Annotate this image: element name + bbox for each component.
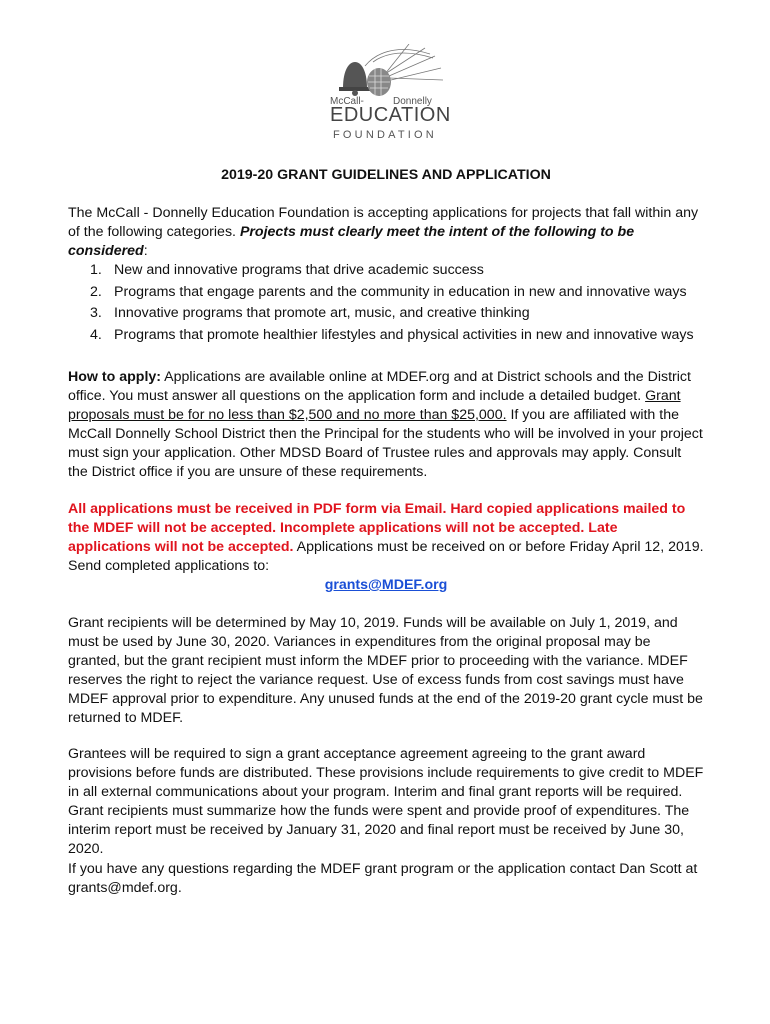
list-item-text: Programs that promote healthier lifestyles and physical activities in new and innovative ways [114, 326, 694, 343]
intro-paragraph [68, 204, 704, 261]
intro-text: The McCall - Donnelly Education Foundation is accepting applications for projects that fall within any of the following categories. [68, 205, 699, 240]
how-to-apply-paragraph [68, 368, 704, 482]
list-item-number: 4. [90, 326, 102, 343]
list-item-text: Programs that engage parents and the community in education in new and innovative ways [114, 283, 687, 300]
category-list [90, 261, 710, 347]
logo-mccall-text: McCall- [330, 96, 364, 107]
list-item-number: 1. [90, 262, 102, 278]
list-item [90, 261, 710, 283]
list-item-text: Innovative programs that promote art, music, and creative thinking [114, 305, 530, 321]
how-to-apply-requirements: If you are affiliated with the McCall Donnelly School District then the Principal for the students who will be involved in your project must sign your application. Other MDSD Board of Trustee rules and approvals may apply. Consult the District office if you are unsure of these requirements. [68, 407, 703, 480]
list-item [90, 283, 710, 305]
logo-education-text: EDUCATION [330, 104, 451, 126]
grants-email-link[interactable]: grants@MDEF.org [324, 577, 448, 593]
logo-donnelly-text: Donnelly [393, 96, 432, 107]
intro-emphasis: Projects must clearly meet the intent of the following to be considered [68, 224, 635, 259]
list-item [90, 326, 710, 348]
list-item [90, 304, 710, 326]
list-item-number: 3. [90, 305, 102, 321]
how-to-apply-text: Applications are available online at MDEF.org and at District schools and the District office. You must answer all questions on the application form and include a detailed budget. [68, 369, 691, 404]
how-to-apply-label: How to apply: [68, 369, 162, 385]
email-line [68, 576, 704, 595]
list-item-number: 2. [90, 283, 102, 300]
grantees-paragraph: Grantees will be required to sign a grant acceptance agreement agreeing to the grant award provisions before funds are distributed. These provisions include requirements to give credit to MDEF in all external communications about your program. Interim and final grant reports will be required. Grant recipients must summarize how the funds were spent and provide proof of expenditures. The interim report must be received by January 31, 2020 and final report must be received by June 30, 2020. [68, 746, 704, 857]
list-item-text: New and innovative programs that drive academic success [114, 262, 484, 278]
submission-warning: All applications must be received in PDF form via Email. Hard copied applications mailed to the MDEF will not be accepted. Incomplete applications will not be accepted. Late applications will not be accepted. [68, 501, 686, 555]
logo-foundation-text: FOUNDATION [333, 129, 437, 141]
recipients-paragraph: Grant recipients will be determined by May 10, 2019. Funds will be available on July 1, 2019, and must be used by June 30, 2020. Variances in expenditures from the original proposal may be granted, but the grant recipient must inform the MDEF prior to proceeding with the variance. MDEF reserves the right to reject the variance request. Use of excess funds from cost savings must have MDEF approval prior to expenditure. Any unused funds at the end of the 2019-20 grant cycle must be returned to MDEF. [68, 615, 703, 726]
contact-paragraph: If you have any questions regarding the MDEF grant program or the application contact Dan Scott at grants@mdef.org. [68, 861, 698, 896]
deadline-text: Applications must be received on or before Friday April 12, 2019. Send completed applications to: [68, 539, 704, 574]
deadline-paragraph [68, 500, 704, 576]
intro-colon: : [143, 243, 148, 259]
page-title: 2019-20 GRANT GUIDELINES AND APPLICATION [221, 167, 551, 183]
foundation-logo [325, 44, 455, 144]
budget-limits-text: Grant proposals must be for no less than $2,500 and no more than $25,000. [68, 388, 681, 423]
